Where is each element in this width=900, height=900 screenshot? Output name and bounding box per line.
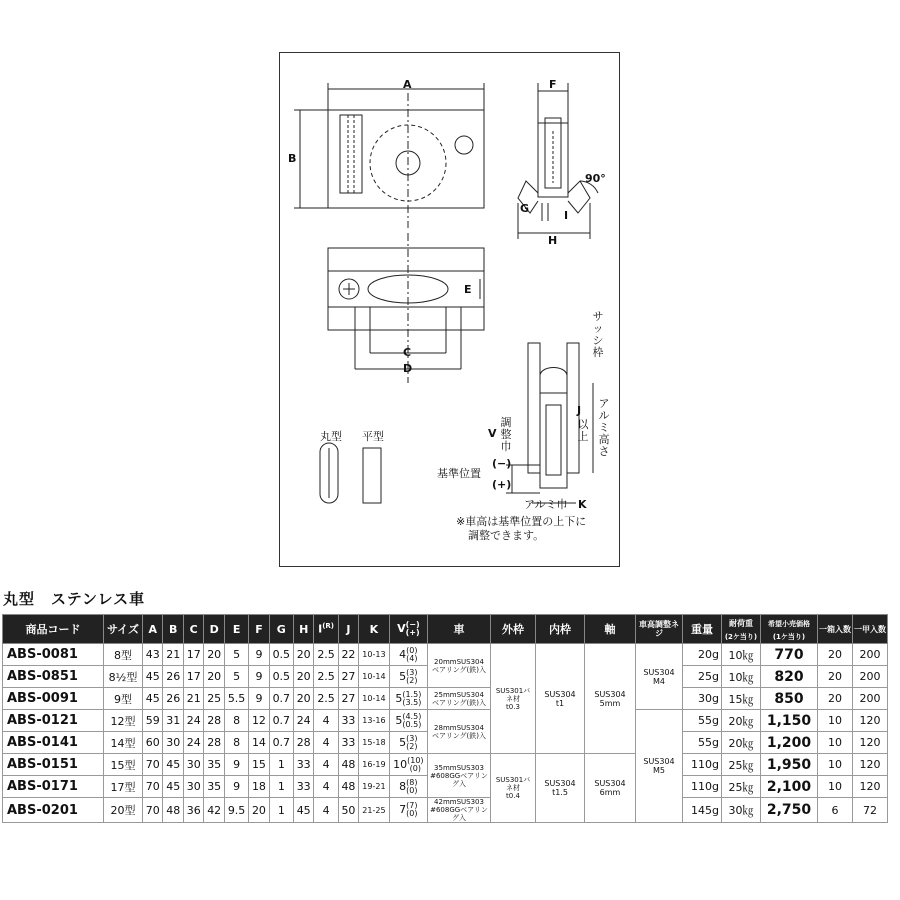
cell-f: 20: [249, 798, 269, 823]
cell-d: 20: [204, 644, 224, 666]
product-code: ABS-0081: [3, 644, 104, 666]
cell-load: 20㎏: [722, 732, 761, 754]
cell-load: 25㎏: [722, 776, 761, 798]
cell-weight: 25g: [683, 666, 722, 688]
cell-v: [389, 710, 427, 732]
cell-e: 5.5: [224, 688, 248, 710]
cell-c: 17: [183, 644, 203, 666]
dim-label-d: D: [403, 362, 413, 375]
cell-d: 42: [204, 798, 224, 823]
cell-a: 59: [143, 710, 163, 732]
cell-box: 10: [818, 754, 853, 776]
table-row: [3, 688, 888, 710]
cell-d: 28: [204, 710, 224, 732]
cell-v-range: [406, 647, 417, 663]
cell-load: 15㎏: [722, 688, 761, 710]
header-outer: 外枠: [491, 615, 536, 644]
cell-f: 9: [249, 688, 269, 710]
table-row: [3, 754, 888, 776]
cell-v-minus: (8): [406, 777, 418, 787]
cell-i: 4: [314, 754, 338, 776]
cell-price: 820: [761, 666, 818, 688]
cell-g: 1: [269, 776, 293, 798]
cell-v-value: 5: [399, 735, 407, 749]
cell-v: [389, 776, 427, 798]
cell-v-minus: (1.5): [402, 689, 422, 699]
table-row: [3, 798, 888, 823]
cell-a: 70: [143, 754, 163, 776]
cell-h: 20: [293, 688, 313, 710]
cell-v-plus: (0): [406, 809, 418, 818]
cell-i: 4: [314, 710, 338, 732]
cell-h: 33: [293, 754, 313, 776]
cell-box: 10: [818, 776, 853, 798]
header-i: [314, 615, 338, 644]
cell-c: 30: [183, 754, 203, 776]
cell-k: 10-14: [359, 666, 389, 688]
cell-f: 9: [249, 666, 269, 688]
cell-g: 0.5: [269, 644, 293, 666]
dim-label-j: J: [577, 404, 582, 417]
cell-case: 72: [853, 798, 888, 823]
cell-h: 33: [293, 776, 313, 798]
cell-case: 120: [853, 710, 888, 732]
cell-h: 20: [293, 644, 313, 666]
cell-a: 45: [143, 666, 163, 688]
cell-d: 20: [204, 666, 224, 688]
cell-price: 1,200: [761, 732, 818, 754]
header-d: D: [204, 615, 224, 644]
header-code: 商品コード: [3, 615, 104, 644]
cell-size: 15型: [104, 754, 143, 776]
cell-outer: SUS301バネ材 t0.4: [491, 754, 536, 823]
dim-label-h: H: [548, 234, 558, 247]
cell-h: 20: [293, 666, 313, 688]
cell-e: 9: [224, 776, 248, 798]
cell-v-range: [406, 779, 417, 795]
cell-box: 20: [818, 666, 853, 688]
cell-v-plus: (0.5): [402, 719, 422, 729]
cell-axle: SUS304 6mm: [585, 754, 636, 823]
product-diagram: [279, 52, 620, 567]
cell-h: 28: [293, 732, 313, 754]
header-v-minus: (−): [405, 620, 420, 629]
dim-label-a: A: [403, 78, 412, 91]
cell-case: 120: [853, 776, 888, 798]
cell-c: 24: [183, 710, 203, 732]
cell-load: 20㎏: [722, 710, 761, 732]
cell-box: 10: [818, 710, 853, 732]
table-header-row: [3, 615, 888, 644]
cell-screw: SUS304 M4: [636, 644, 683, 710]
cell-v-value: 10: [393, 757, 408, 771]
header-g: G: [269, 615, 293, 644]
dim-label-k: K: [578, 498, 587, 511]
header-i-sup: (R): [322, 622, 335, 631]
cell-b: 26: [163, 688, 183, 710]
cell-case: 200: [853, 644, 888, 666]
product-code: ABS-0091: [3, 688, 104, 710]
cell-weight: 30g: [683, 688, 722, 710]
cell-f: 15: [249, 754, 269, 776]
product-code: ABS-0151: [3, 754, 104, 776]
cell-b: 45: [163, 754, 183, 776]
cell-price: 2,750: [761, 798, 818, 823]
cell-k: 10-14: [359, 688, 389, 710]
cell-size: 8型: [104, 644, 143, 666]
header-e: E: [224, 615, 248, 644]
dim-label-f: F: [549, 78, 557, 91]
header-f: F: [249, 615, 269, 644]
cell-load: 30㎏: [722, 798, 761, 823]
cell-wheel: 35mmSUS303 #608GGベアリング入: [428, 754, 491, 798]
spec-table: [2, 614, 888, 823]
cell-load: 10㎏: [722, 666, 761, 688]
angle-label: 90°: [585, 172, 606, 185]
header-size: サイズ: [104, 615, 143, 644]
cell-v-range: [407, 757, 423, 773]
cell-v-value: 5: [395, 691, 403, 705]
header-axle: 軸: [585, 615, 636, 644]
cell-box: 20: [818, 644, 853, 666]
cell-box: 10: [818, 732, 853, 754]
cell-wheel: 25mmSUS304 ベアリング(鉄)入: [428, 688, 491, 710]
cell-box: 6: [818, 798, 853, 823]
cell-load: 25㎏: [722, 754, 761, 776]
cell-price: 2,100: [761, 776, 818, 798]
dim-label-c: C: [403, 346, 412, 359]
cell-size: 20型: [104, 798, 143, 823]
cell-f: 9: [249, 644, 269, 666]
cell-inner: SUS304 t1: [536, 644, 585, 754]
cell-j: 22: [338, 644, 358, 666]
dim-label-b: B: [288, 152, 297, 165]
cell-e: 5: [224, 644, 248, 666]
cell-v: [389, 732, 427, 754]
header-j: J: [338, 615, 358, 644]
cell-c: 21: [183, 688, 203, 710]
cell-j: 50: [338, 798, 358, 823]
cell-e: 9: [224, 754, 248, 776]
header-price-sub: (1ケ当り): [772, 633, 806, 641]
cell-k: 15-18: [359, 732, 389, 754]
cell-j: 27: [338, 688, 358, 710]
cell-v-value: 4: [399, 647, 407, 661]
header-v-plus: (+): [405, 628, 420, 637]
cell-size: 12型: [104, 710, 143, 732]
cell-v-minus: (10): [407, 755, 424, 765]
cell-b: 45: [163, 776, 183, 798]
cell-e: 5: [224, 666, 248, 688]
cell-i: 4: [314, 776, 338, 798]
cell-v-range: [406, 669, 417, 685]
cell-v-value: 5: [399, 669, 407, 683]
header-b: B: [163, 615, 183, 644]
cell-i: 2.5: [314, 666, 338, 688]
cell-a: 43: [143, 644, 163, 666]
cell-j: 33: [338, 710, 358, 732]
cell-weight: 110g: [683, 754, 722, 776]
cell-weight: 145g: [683, 798, 722, 823]
cell-b: 48: [163, 798, 183, 823]
cell-v-minus: (7): [406, 801, 418, 810]
header-v: [389, 615, 427, 644]
cell-k: 21-25: [359, 798, 389, 823]
cell-v-range: [402, 713, 421, 729]
cell-price: 1,950: [761, 754, 818, 776]
cell-inner: SUS304 t1.5: [536, 754, 585, 823]
cell-d: 35: [204, 754, 224, 776]
cell-price: 1,150: [761, 710, 818, 732]
header-wheel: 車: [428, 615, 491, 644]
plus-label: (+): [492, 478, 512, 491]
cell-c: 30: [183, 776, 203, 798]
header-box: 一箱入数: [818, 615, 853, 644]
cell-box: 20: [818, 688, 853, 710]
base-position-label: 基準位置: [437, 467, 481, 480]
cell-g: 1: [269, 754, 293, 776]
cell-j: 48: [338, 776, 358, 798]
flat-type-label: 平型: [362, 430, 384, 443]
header-case: 一甲入数: [853, 615, 888, 644]
header-price-label: 希望小売価格: [768, 620, 810, 628]
cell-v: [389, 644, 427, 666]
cell-size: 8½型: [104, 666, 143, 688]
cell-b: 31: [163, 710, 183, 732]
cell-size: 14型: [104, 732, 143, 754]
spec-table-body: [3, 644, 888, 823]
cell-wheel: 20mmSUS304 ベアリング(鉄)入: [428, 644, 491, 688]
cell-v-plus: (0): [406, 785, 418, 795]
cell-d: 35: [204, 776, 224, 798]
cell-b: 21: [163, 644, 183, 666]
cell-weight: 20g: [683, 644, 722, 666]
cell-price: 850: [761, 688, 818, 710]
cell-load: 10㎏: [722, 644, 761, 666]
header-screw: 車高調整ネジ: [636, 615, 683, 644]
round-type-label: 丸型: [320, 430, 342, 443]
cell-c: 36: [183, 798, 203, 823]
header-c: C: [183, 615, 203, 644]
dim-label-i: I: [564, 209, 569, 222]
cell-i: 2.5: [314, 644, 338, 666]
sash-frame-label: サッシ枠: [592, 310, 604, 359]
cell-v-range: [406, 802, 417, 818]
header-a: A: [143, 615, 163, 644]
cell-i: 4: [314, 798, 338, 823]
cell-h: 24: [293, 710, 313, 732]
cell-j: 33: [338, 732, 358, 754]
cell-case: 200: [853, 688, 888, 710]
cell-v: [389, 798, 427, 823]
cell-k: 19-21: [359, 776, 389, 798]
cell-g: 0.7: [269, 688, 293, 710]
j-above-label: 以上: [577, 418, 589, 443]
cell-g: 0.7: [269, 732, 293, 754]
cell-v-value: 5: [395, 713, 403, 727]
cell-weight: 55g: [683, 732, 722, 754]
cell-v-minus: (3): [406, 667, 418, 677]
cell-f: 14: [249, 732, 269, 754]
cell-v-minus: (3): [406, 733, 418, 743]
dimension-drawing: [280, 53, 621, 568]
cell-v-plus: (2): [406, 675, 418, 685]
cell-k: 16-19: [359, 754, 389, 776]
cell-b: 30: [163, 732, 183, 754]
header-load-label: 耐荷重: [729, 619, 753, 628]
product-code: ABS-0201: [3, 798, 104, 823]
cell-j: 48: [338, 754, 358, 776]
cell-v-range: [406, 735, 417, 751]
cell-c: 17: [183, 666, 203, 688]
cell-v-plus: (3.5): [402, 697, 422, 707]
header-i-letter: I: [318, 622, 323, 636]
cell-case: 120: [853, 754, 888, 776]
adjust-width-label: 調整巾: [500, 416, 512, 453]
header-price: [761, 615, 818, 644]
header-h: H: [293, 615, 313, 644]
cell-k: 13-16: [359, 710, 389, 732]
cell-a: 45: [143, 688, 163, 710]
cell-size: 17型: [104, 776, 143, 798]
cell-e: 8: [224, 732, 248, 754]
note-line-1: ※車高は基準位置の上下に: [456, 515, 587, 528]
cell-v: [389, 754, 427, 776]
cell-v-plus: (0): [409, 763, 421, 773]
dim-label-v: V: [488, 427, 497, 440]
cell-v: [389, 688, 427, 710]
cell-a: 70: [143, 776, 163, 798]
cell-a: 70: [143, 798, 163, 823]
cell-size: 9型: [104, 688, 143, 710]
table-row: [3, 710, 888, 732]
cell-i: 4: [314, 732, 338, 754]
cell-f: 12: [249, 710, 269, 732]
cell-b: 26: [163, 666, 183, 688]
cell-v: [389, 666, 427, 688]
cell-k: 10-13: [359, 644, 389, 666]
cell-g: 1: [269, 798, 293, 823]
cell-case: 120: [853, 732, 888, 754]
dim-label-e: E: [464, 283, 472, 296]
cell-v-value: 8: [399, 779, 407, 793]
cell-h: 45: [293, 798, 313, 823]
header-weight: 重量: [683, 615, 722, 644]
cell-i: 2.5: [314, 688, 338, 710]
cell-weight: 55g: [683, 710, 722, 732]
header-load-sub: (2ケ当り): [724, 633, 758, 641]
header-v-letter: V: [397, 622, 406, 635]
cell-outer: SUS301バネ材 t0.3: [491, 644, 536, 754]
product-code: ABS-0171: [3, 776, 104, 798]
cell-case: 200: [853, 666, 888, 688]
cell-g: 0.7: [269, 710, 293, 732]
product-code: ABS-0851: [3, 666, 104, 688]
cell-v-plus: (2): [406, 741, 418, 751]
cell-f: 18: [249, 776, 269, 798]
cell-e: 8: [224, 710, 248, 732]
section-title: 丸型 ステンレス車: [3, 590, 146, 608]
cell-c: 24: [183, 732, 203, 754]
header-load: [722, 615, 761, 644]
cell-d: 28: [204, 732, 224, 754]
product-code: ABS-0141: [3, 732, 104, 754]
cell-a: 60: [143, 732, 163, 754]
cell-v-value: 7: [399, 803, 407, 816]
cell-v-minus: (4.5): [402, 711, 422, 721]
cell-wheel: 28mmSUS304 ベアリング(鉄)入: [428, 710, 491, 754]
product-code: ABS-0121: [3, 710, 104, 732]
cell-j: 27: [338, 666, 358, 688]
cell-price: 770: [761, 644, 818, 666]
header-k: K: [359, 615, 389, 644]
cell-d: 25: [204, 688, 224, 710]
alumi-width-label: アルミ巾: [524, 498, 568, 511]
table-row: [3, 644, 888, 666]
minus-label: (−): [492, 457, 512, 470]
cell-e: 9.5: [224, 798, 248, 823]
cell-wheel: 42mmSUS303 #608GGベアリング入: [428, 798, 491, 823]
cell-axle: SUS304 5mm: [585, 644, 636, 754]
cell-v-minus: (0): [406, 645, 418, 655]
note-line-2: 調整できます。: [468, 529, 545, 542]
cell-weight: 110g: [683, 776, 722, 798]
cell-g: 0.5: [269, 666, 293, 688]
cell-v-plus: (4): [406, 653, 418, 663]
cell-screw: SUS304 M5: [636, 710, 683, 823]
dim-label-g: G: [520, 202, 530, 215]
header-inner: 内枠: [536, 615, 585, 644]
alumi-height-label: アルミ高さ: [598, 397, 610, 458]
cell-v-range: [402, 691, 421, 707]
